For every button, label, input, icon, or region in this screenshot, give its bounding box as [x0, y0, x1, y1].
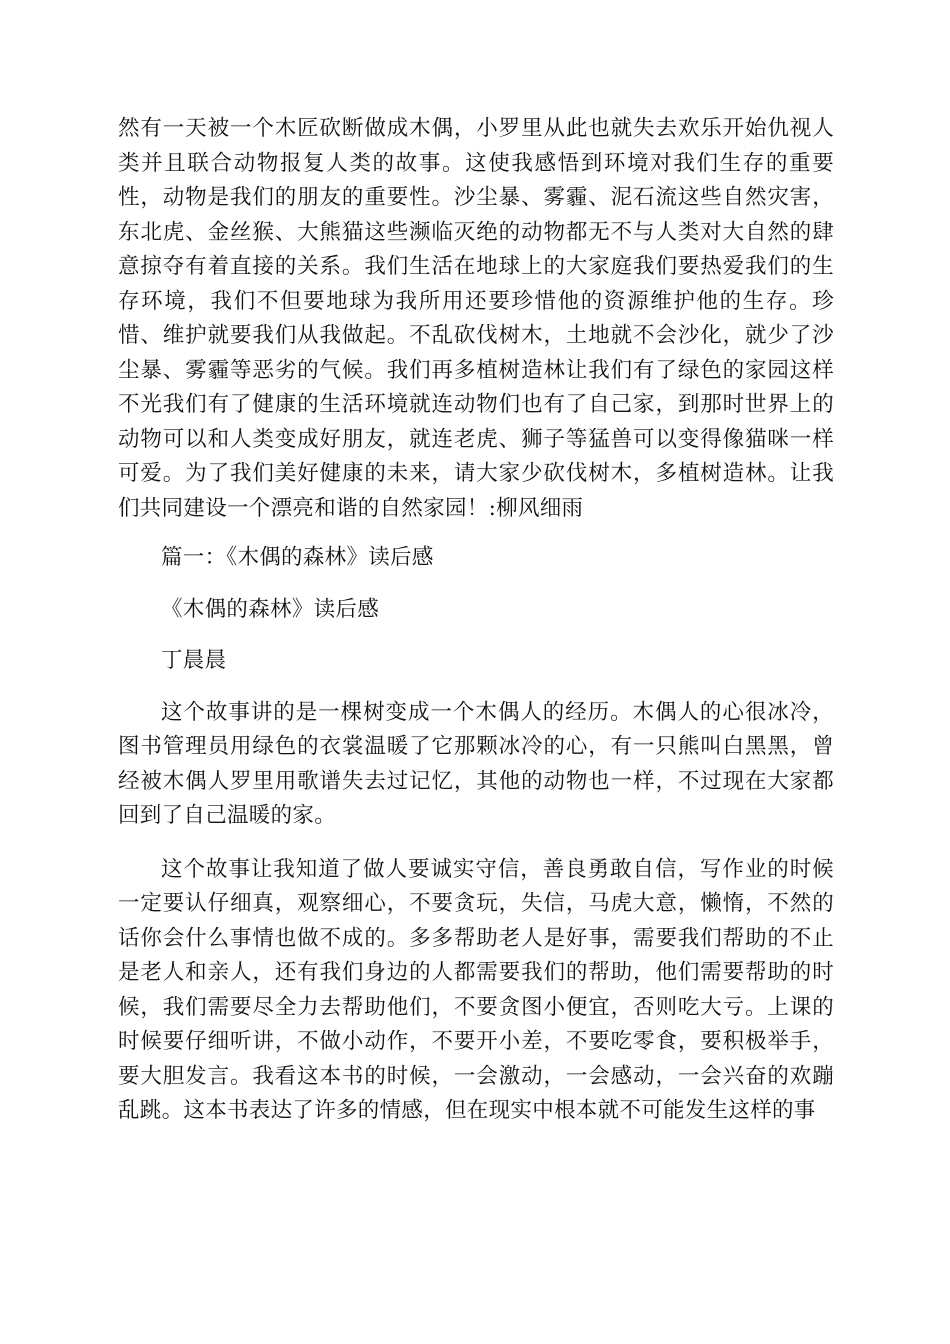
section-heading: 篇一：《木偶的森林》读后感: [161, 545, 434, 570]
author-name: 丁晨晨: [161, 648, 227, 673]
document-body: [118, 112, 834, 1148]
article-title: 《木偶的森林》读后感: [161, 596, 380, 622]
paragraph-reflection: 这个故事让我知道了做人要诚实守信，善良勇敢自信，写作业的时候一定要认仔细真，观察细心，不要贪玩，失信，马虎大意，懒惰，不然的话你会什么事情也做不成的。多多帮助老人是好事，需要我们帮助的不止是老人和亲人，还有我们身边的人都需要我们的帮助，他们需要帮助的时候，我们需要尽全力去帮助他们，不要贪图小便宜，否则吃大亏。上课的时候要仔细听讲，不做小动作，不要开小差，不要吃零食，要积极举手，要大胆发言。我看这本书的时候，一会激动，一会感动，一会兴奋的欢蹦乱跳。这本书表达了许多的情感，但在现实中根本就不可能发生这样的事: [118, 856, 834, 1123]
paragraph-continuation: 然有一天被一个木匠砍断做成木偶，小罗里从此也就失去欢乐开始仇视人类并且联合动物报复人类的故事。这使我感悟到环境对我们生存的重要性，动物是我们的朋友的重要性。沙尘暴、雾霾、泥石流这些自然灾害，东北虎、金丝猴、大熊猫这些濒临灭绝的动物都无不与人类对大自然的肆意掠夺有着直接的关系。我们生活在地球上的大家庭我们要热爱我们的生存环境，我们不但要地球为我所用还要珍惜他的资源维护他的生存。珍惜、维护就要我们从我做起。不乱砍伐树木，土地就不会沙化，就少了沙尘暴、雾霾等恶劣的气候。我们再多植树造林让我们有了绿色的家园这样不光我们有了健康的生活环境就连动物们也有了自己家，到那时世界上的动物可以和人类变成好朋友，就连老虎、狮子等猛兽可以变得像猫咪一样可爱。为了我们美好健康的未来，请大家少砍伐树木，多植树造林。让我们共同建设一个漂亮和谐的自然家园！:柳风细雨: [118, 116, 834, 521]
paragraph-story-summary: 这个故事讲的是一棵树变成一个木偶人的经历。木偶人的心很冰冷，图书管理员用绿色的衣裳温暖了它那颗冰冷的心，有一只熊叫白黑黑，曾经被木偶人罗里用歌谱失去过记忆，其他的动物也一样，不过现在大家都回到了自己温暖的家。: [118, 699, 834, 828]
